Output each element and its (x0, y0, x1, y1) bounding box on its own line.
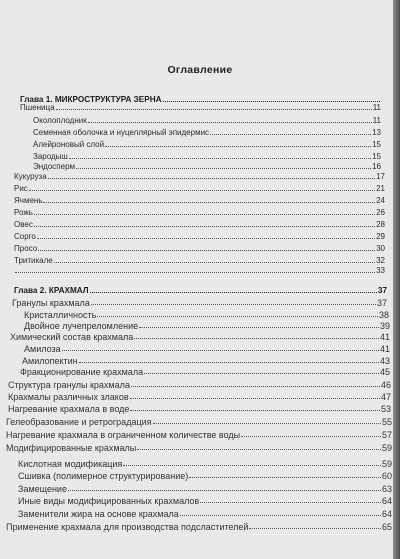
toc-entry (18, 470, 392, 482)
dot-leader (43, 195, 375, 203)
toc-entry (14, 243, 385, 255)
toc-entry (6, 416, 392, 428)
toc-entry (20, 366, 390, 378)
toc-entry-title: Околоплодник (33, 116, 87, 125)
toc-entry (12, 297, 387, 309)
toc-entry (24, 343, 390, 355)
dot-leader (48, 171, 375, 179)
toc-entry (14, 195, 385, 207)
toc-entry-title: Применение крахмала для производства подсластителей (6, 522, 249, 532)
toc-entry-title: Пшеница (20, 103, 55, 112)
toc-entry-page: 16 (372, 162, 381, 171)
toc-entry-page: 38 (378, 310, 389, 320)
dot-leader (62, 343, 379, 351)
dot-leader (123, 458, 381, 466)
toc-entry-title: Алейроновый слой (33, 140, 105, 149)
toc-entry-page: 11 (372, 103, 381, 112)
dot-leader (91, 297, 376, 305)
dot-leader (189, 470, 381, 478)
dot-leader (249, 521, 381, 529)
toc-entry (33, 127, 381, 139)
toc-entry (10, 331, 390, 343)
toc-entry-title: Заменители жира на основе крахмала (18, 509, 179, 519)
toc-entry-page: 37 (377, 286, 387, 295)
toc-entry-page: 28 (376, 220, 385, 229)
dot-leader (56, 102, 372, 110)
page-edge-shadow (393, 0, 400, 559)
toc-entry-page: 15 (372, 140, 381, 149)
toc-entry-title: Глава 1. МИКРОСТРУКТУРА ЗЕРНА (20, 95, 162, 104)
dot-leader (15, 265, 375, 273)
toc-entry-title: Двойное лучепреломление (24, 321, 139, 331)
dot-leader (134, 331, 379, 339)
toc-entry-title: Просо (14, 244, 38, 253)
toc-entry-title: Амилоза (24, 344, 61, 354)
toc-entry-title: Семенная оболочка и нуцеллярный эпидермис (33, 128, 210, 137)
dot-leader (130, 403, 380, 411)
toc-entry (18, 495, 392, 507)
toc-entry-page: 47 (380, 392, 391, 402)
dot-leader (54, 255, 375, 263)
dot-leader (34, 207, 375, 215)
dot-leader (29, 183, 375, 191)
dot-leader (68, 483, 381, 491)
toc-entry-page: 41 (379, 344, 390, 354)
toc-entry-title: Эндосперм (33, 162, 76, 171)
toc-entry-page: 11 (372, 116, 381, 125)
toc-entry-page: 59 (381, 443, 392, 453)
toc-entry (8, 391, 391, 403)
toc-entry-title: Крахмалы различных злаков (8, 392, 129, 402)
toc-entry-page: 21 (376, 184, 385, 193)
dot-leader (37, 231, 375, 239)
toc-entry (20, 102, 381, 114)
toc-entry-page: 59 (381, 459, 392, 469)
toc-entry-title: Ячмень (14, 196, 43, 205)
dot-leader (69, 151, 371, 159)
dot-leader (76, 161, 371, 169)
dot-leader (163, 94, 380, 102)
dot-leader (200, 495, 381, 503)
toc-entry-page: 24 (376, 196, 385, 205)
dot-leader (144, 366, 379, 374)
toc-entry-page: 32 (376, 256, 385, 265)
toc-entry (33, 139, 381, 151)
toc-entry (6, 521, 392, 533)
toc-entry (14, 219, 385, 231)
toc-entry (14, 171, 385, 183)
toc-entry-page: 60 (381, 471, 392, 481)
toc-entry-title: Сорго (14, 232, 36, 241)
dot-leader (180, 508, 381, 516)
toc-entry-title: Зародыш (33, 152, 68, 161)
dot-leader (137, 442, 381, 450)
toc-entry-title: Химический состав крахмала (10, 332, 134, 342)
toc-entry-title: Рожь (14, 208, 33, 217)
toc-entry-title: Глава 2. КРАХМАЛ (14, 286, 89, 295)
toc-entry (33, 115, 381, 127)
toc-entry-page: 29 (376, 232, 385, 241)
toc-entry-page: 41 (379, 332, 390, 342)
toc-entry-title: Иные виды модифицированных крахмалов (18, 496, 200, 506)
toc-entry-page: 43 (379, 356, 390, 366)
toc-entry-title: Рис (14, 184, 28, 193)
toc-entry-page: 39 (379, 321, 390, 331)
toc-entry-title: Нагревание крахмала в ограниченном количестве воды (6, 430, 241, 440)
toc-entry (14, 265, 385, 277)
toc-entry (8, 403, 391, 415)
toc-entry (18, 483, 392, 495)
toc-entry-page: 30 (376, 244, 385, 253)
toc-entry-title: Амилопектин (22, 356, 78, 366)
dot-leader (97, 309, 378, 317)
dot-leader (241, 429, 381, 437)
toc-entry-title: Замещение (18, 484, 67, 494)
toc-entry-title: Нагревание крахмала в воде (8, 404, 130, 414)
toc-entry-page: 57 (381, 430, 392, 440)
toc-entry-page: 64 (381, 496, 392, 506)
toc-entry-title: Кукуруза (14, 172, 47, 181)
toc-entry (18, 458, 392, 470)
toc-entry (6, 429, 392, 441)
toc-entry-page: 55 (381, 417, 392, 427)
toc-entry-page: 13 (372, 128, 381, 137)
toc-entry-page: 15 (372, 152, 381, 161)
toc-entry-page: 65 (381, 522, 392, 532)
dot-leader (90, 285, 377, 293)
toc-entry-title: Модифицированные крахмалы (6, 443, 137, 453)
dot-leader (130, 391, 380, 399)
dot-leader (139, 320, 379, 328)
dot-leader (153, 416, 381, 424)
toc-entry-title: Сшивка (полимерное структурирование) (18, 471, 189, 481)
toc-entry-page: 45 (379, 367, 390, 377)
toc-entry-page: 53 (380, 404, 391, 414)
toc-entry-title: Гранулы крахмала (12, 298, 90, 308)
toc-entry-page: 33 (376, 266, 385, 275)
dot-leader (79, 355, 379, 363)
dot-leader (38, 243, 375, 251)
toc-entry (14, 285, 387, 297)
toc-entry-page: 26 (376, 208, 385, 217)
toc-entry-page: 17 (376, 172, 385, 181)
toc-entry-title: Тритикале (14, 256, 53, 265)
toc-entry (18, 508, 392, 520)
toc-entry-page: 63 (381, 484, 392, 494)
page-title: Оглавление (167, 64, 233, 76)
toc-entry-page: 46 (380, 380, 391, 390)
toc-entry-page: 37 (376, 298, 387, 308)
dot-leader (34, 219, 375, 227)
toc-entry-title: Фракционирование крахмала (20, 367, 144, 377)
toc-entry-page: 64 (381, 509, 392, 519)
toc-entry (14, 183, 385, 195)
toc-entry (14, 207, 385, 219)
dot-leader (105, 139, 371, 147)
toc-entry-title: Структура гранулы крахмала (8, 380, 130, 390)
toc-entry (14, 231, 385, 243)
toc-entry-title: Кристалличность (24, 310, 97, 320)
dot-leader (210, 127, 371, 135)
toc-entry-title: Овес (14, 220, 33, 229)
toc-entry-title: Гелеобразование и ретроградация (6, 417, 152, 427)
toc-entry (6, 442, 392, 454)
toc-entry (8, 379, 391, 391)
dot-leader (131, 379, 380, 387)
toc-entry-title: Кислотная модификация (18, 459, 123, 469)
dot-leader (88, 115, 372, 123)
